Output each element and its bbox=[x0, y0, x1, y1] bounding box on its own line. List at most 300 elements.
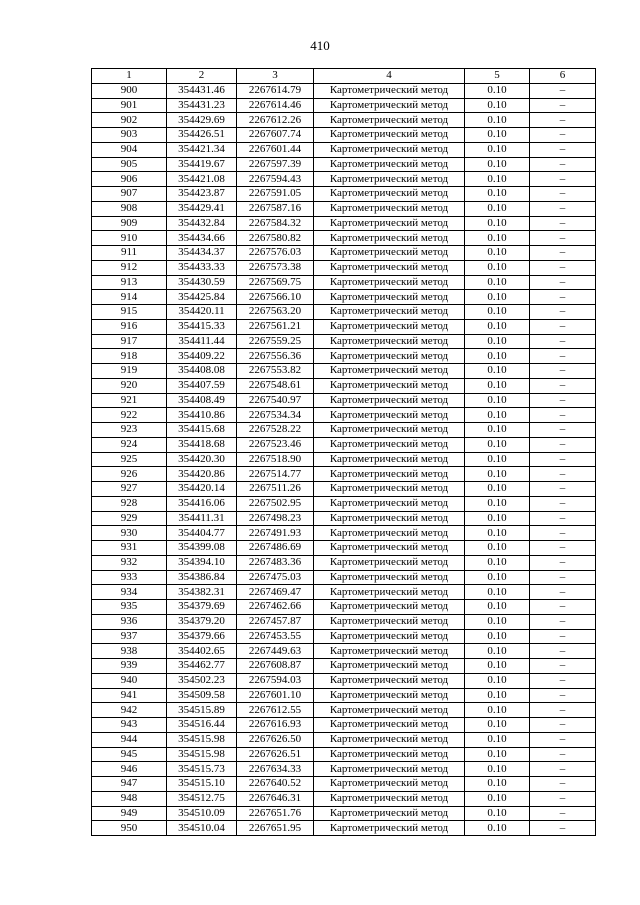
point-number-cell: 947 bbox=[92, 777, 167, 792]
note-cell: – bbox=[530, 511, 596, 526]
note-cell: – bbox=[530, 585, 596, 600]
accuracy-cell: 0.10 bbox=[465, 585, 530, 600]
point-number-cell: 910 bbox=[92, 231, 167, 246]
note-cell: – bbox=[530, 319, 596, 334]
point-number-cell: 911 bbox=[92, 246, 167, 261]
point-number-cell: 930 bbox=[92, 526, 167, 541]
accuracy-cell: 0.10 bbox=[465, 791, 530, 806]
note-cell: – bbox=[530, 541, 596, 556]
point-number-cell: 914 bbox=[92, 290, 167, 305]
note-cell: – bbox=[530, 231, 596, 246]
note-cell: – bbox=[530, 187, 596, 202]
y-coordinate-cell: 2267601.44 bbox=[237, 142, 314, 157]
point-number-cell: 920 bbox=[92, 378, 167, 393]
y-coordinate-cell: 2267614.79 bbox=[237, 83, 314, 98]
note-cell: – bbox=[530, 216, 596, 231]
column-header: 2 bbox=[167, 69, 237, 84]
x-coordinate-cell: 354429.69 bbox=[167, 113, 237, 128]
method-cell: Картометрический метод bbox=[314, 201, 465, 216]
table-row bbox=[92, 821, 596, 836]
y-coordinate-cell: 2267561.21 bbox=[237, 319, 314, 334]
note-cell: – bbox=[530, 172, 596, 187]
y-coordinate-cell: 2267612.26 bbox=[237, 113, 314, 128]
table-row bbox=[92, 319, 596, 334]
method-cell: Картометрический метод bbox=[314, 349, 465, 364]
y-coordinate-cell: 2267559.25 bbox=[237, 334, 314, 349]
method-cell: Картометрический метод bbox=[314, 718, 465, 733]
accuracy-cell: 0.10 bbox=[465, 732, 530, 747]
method-cell: Картометрический метод bbox=[314, 319, 465, 334]
method-cell: Картометрический метод bbox=[314, 128, 465, 143]
accuracy-cell: 0.10 bbox=[465, 437, 530, 452]
x-coordinate-cell: 354408.49 bbox=[167, 393, 237, 408]
table-row bbox=[92, 732, 596, 747]
x-coordinate-cell: 354420.11 bbox=[167, 305, 237, 320]
accuracy-cell: 0.10 bbox=[465, 600, 530, 615]
method-cell: Картометрический метод bbox=[314, 437, 465, 452]
table-row bbox=[92, 378, 596, 393]
note-cell: – bbox=[530, 806, 596, 821]
x-coordinate-cell: 354386.84 bbox=[167, 570, 237, 585]
x-coordinate-cell: 354420.86 bbox=[167, 467, 237, 482]
x-coordinate-cell: 354382.31 bbox=[167, 585, 237, 600]
x-coordinate-cell: 354410.86 bbox=[167, 408, 237, 423]
x-coordinate-cell: 354516.44 bbox=[167, 718, 237, 733]
column-header: 4 bbox=[314, 69, 465, 84]
y-coordinate-cell: 2267498.23 bbox=[237, 511, 314, 526]
x-coordinate-cell: 354379.20 bbox=[167, 614, 237, 629]
accuracy-cell: 0.10 bbox=[465, 526, 530, 541]
accuracy-cell: 0.10 bbox=[465, 555, 530, 570]
point-number-cell: 936 bbox=[92, 614, 167, 629]
y-coordinate-cell: 2267626.50 bbox=[237, 732, 314, 747]
note-cell: – bbox=[530, 201, 596, 216]
y-coordinate-cell: 2267573.38 bbox=[237, 260, 314, 275]
table-row bbox=[92, 423, 596, 438]
method-cell: Картометрический метод bbox=[314, 673, 465, 688]
point-number-cell: 907 bbox=[92, 187, 167, 202]
y-coordinate-cell: 2267608.87 bbox=[237, 659, 314, 674]
table-row bbox=[92, 629, 596, 644]
point-number-cell: 905 bbox=[92, 157, 167, 172]
point-number-cell: 922 bbox=[92, 408, 167, 423]
note-cell: – bbox=[530, 659, 596, 674]
y-coordinate-cell: 2267612.55 bbox=[237, 703, 314, 718]
table-row bbox=[92, 260, 596, 275]
point-number-cell: 909 bbox=[92, 216, 167, 231]
point-number-cell: 916 bbox=[92, 319, 167, 334]
point-number-cell: 946 bbox=[92, 762, 167, 777]
x-coordinate-cell: 354402.65 bbox=[167, 644, 237, 659]
point-number-cell: 923 bbox=[92, 423, 167, 438]
x-coordinate-cell: 354509.58 bbox=[167, 688, 237, 703]
point-number-cell: 950 bbox=[92, 821, 167, 836]
accuracy-cell: 0.10 bbox=[465, 246, 530, 261]
method-cell: Картометрический метод bbox=[314, 585, 465, 600]
table-row bbox=[92, 467, 596, 482]
point-number-cell: 925 bbox=[92, 452, 167, 467]
x-coordinate-cell: 354415.33 bbox=[167, 319, 237, 334]
page-number: 410 bbox=[310, 38, 330, 53]
method-cell: Картометрический метод bbox=[314, 172, 465, 187]
note-cell: – bbox=[530, 718, 596, 733]
point-number-cell: 927 bbox=[92, 482, 167, 497]
x-coordinate-cell: 354432.84 bbox=[167, 216, 237, 231]
x-coordinate-cell: 354434.37 bbox=[167, 246, 237, 261]
method-cell: Картометрический метод bbox=[314, 496, 465, 511]
accuracy-cell: 0.10 bbox=[465, 718, 530, 733]
note-cell: – bbox=[530, 732, 596, 747]
accuracy-cell: 0.10 bbox=[465, 201, 530, 216]
method-cell: Картометрический метод bbox=[314, 688, 465, 703]
x-coordinate-cell: 354394.10 bbox=[167, 555, 237, 570]
x-coordinate-cell: 354411.44 bbox=[167, 334, 237, 349]
accuracy-cell: 0.10 bbox=[465, 673, 530, 688]
accuracy-cell: 0.10 bbox=[465, 113, 530, 128]
x-coordinate-cell: 354430.59 bbox=[167, 275, 237, 290]
x-coordinate-cell: 354515.10 bbox=[167, 777, 237, 792]
table-row bbox=[92, 334, 596, 349]
method-cell: Картометрический метод bbox=[314, 511, 465, 526]
x-coordinate-cell: 354420.14 bbox=[167, 482, 237, 497]
y-coordinate-cell: 2267518.90 bbox=[237, 452, 314, 467]
note-cell: – bbox=[530, 113, 596, 128]
note-cell: – bbox=[530, 777, 596, 792]
table-row bbox=[92, 201, 596, 216]
table-row bbox=[92, 496, 596, 511]
y-coordinate-cell: 2267556.36 bbox=[237, 349, 314, 364]
note-cell: – bbox=[530, 791, 596, 806]
y-coordinate-cell: 2267514.77 bbox=[237, 467, 314, 482]
accuracy-cell: 0.10 bbox=[465, 452, 530, 467]
y-coordinate-cell: 2267553.82 bbox=[237, 364, 314, 379]
accuracy-cell: 0.10 bbox=[465, 762, 530, 777]
y-coordinate-cell: 2267591.05 bbox=[237, 187, 314, 202]
point-number-cell: 900 bbox=[92, 83, 167, 98]
accuracy-cell: 0.10 bbox=[465, 806, 530, 821]
y-coordinate-cell: 2267462.66 bbox=[237, 600, 314, 615]
accuracy-cell: 0.10 bbox=[465, 644, 530, 659]
table-row bbox=[92, 364, 596, 379]
y-coordinate-cell: 2267584.32 bbox=[237, 216, 314, 231]
table-row bbox=[92, 718, 596, 733]
table-row bbox=[92, 659, 596, 674]
accuracy-cell: 0.10 bbox=[465, 703, 530, 718]
note-cell: – bbox=[530, 526, 596, 541]
method-cell: Картометрический метод bbox=[314, 187, 465, 202]
table-row bbox=[92, 113, 596, 128]
point-number-cell: 931 bbox=[92, 541, 167, 556]
point-number-cell: 940 bbox=[92, 673, 167, 688]
table-row bbox=[92, 231, 596, 246]
method-cell: Картометрический метод bbox=[314, 142, 465, 157]
note-cell: – bbox=[530, 128, 596, 143]
y-coordinate-cell: 2267614.46 bbox=[237, 98, 314, 113]
x-coordinate-cell: 354379.69 bbox=[167, 600, 237, 615]
x-coordinate-cell: 354434.66 bbox=[167, 231, 237, 246]
y-coordinate-cell: 2267528.22 bbox=[237, 423, 314, 438]
note-cell: – bbox=[530, 408, 596, 423]
x-coordinate-cell: 354399.08 bbox=[167, 541, 237, 556]
method-cell: Картометрический метод bbox=[314, 821, 465, 836]
y-coordinate-cell: 2267491.93 bbox=[237, 526, 314, 541]
point-number-cell: 944 bbox=[92, 732, 167, 747]
method-cell: Картометрический метод bbox=[314, 467, 465, 482]
note-cell: – bbox=[530, 142, 596, 157]
point-number-cell: 943 bbox=[92, 718, 167, 733]
point-number-cell: 926 bbox=[92, 467, 167, 482]
table-row bbox=[92, 541, 596, 556]
note-cell: – bbox=[530, 644, 596, 659]
column-header: 1 bbox=[92, 69, 167, 84]
point-number-cell: 912 bbox=[92, 260, 167, 275]
note-cell: – bbox=[530, 703, 596, 718]
note-cell: – bbox=[530, 157, 596, 172]
note-cell: – bbox=[530, 334, 596, 349]
note-cell: – bbox=[530, 378, 596, 393]
point-number-cell: 908 bbox=[92, 201, 167, 216]
y-coordinate-cell: 2267576.03 bbox=[237, 246, 314, 261]
table-row bbox=[92, 246, 596, 261]
table-row bbox=[92, 172, 596, 187]
point-number-cell: 928 bbox=[92, 496, 167, 511]
accuracy-cell: 0.10 bbox=[465, 275, 530, 290]
method-cell: Картометрический метод bbox=[314, 83, 465, 98]
table-row bbox=[92, 688, 596, 703]
method-cell: Картометрический метод bbox=[314, 806, 465, 821]
method-cell: Картометрический метод bbox=[314, 246, 465, 261]
point-number-cell: 949 bbox=[92, 806, 167, 821]
point-number-cell: 939 bbox=[92, 659, 167, 674]
point-number-cell: 929 bbox=[92, 511, 167, 526]
x-coordinate-cell: 354510.04 bbox=[167, 821, 237, 836]
note-cell: – bbox=[530, 496, 596, 511]
x-coordinate-cell: 354510.09 bbox=[167, 806, 237, 821]
x-coordinate-cell: 354419.67 bbox=[167, 157, 237, 172]
note-cell: – bbox=[530, 393, 596, 408]
accuracy-cell: 0.10 bbox=[465, 334, 530, 349]
note-cell: – bbox=[530, 98, 596, 113]
point-number-cell: 941 bbox=[92, 688, 167, 703]
method-cell: Картометрический метод bbox=[314, 334, 465, 349]
accuracy-cell: 0.10 bbox=[465, 482, 530, 497]
x-coordinate-cell: 354462.77 bbox=[167, 659, 237, 674]
accuracy-cell: 0.10 bbox=[465, 659, 530, 674]
x-coordinate-cell: 354515.98 bbox=[167, 732, 237, 747]
table-row bbox=[92, 157, 596, 172]
x-coordinate-cell: 354433.33 bbox=[167, 260, 237, 275]
table-row bbox=[92, 482, 596, 497]
x-coordinate-cell: 354429.41 bbox=[167, 201, 237, 216]
x-coordinate-cell: 354512.75 bbox=[167, 791, 237, 806]
y-coordinate-cell: 2267548.61 bbox=[237, 378, 314, 393]
coordinates-table bbox=[91, 68, 596, 836]
point-number-cell: 903 bbox=[92, 128, 167, 143]
accuracy-cell: 0.10 bbox=[465, 570, 530, 585]
point-number-cell: 948 bbox=[92, 791, 167, 806]
x-coordinate-cell: 354423.87 bbox=[167, 187, 237, 202]
accuracy-cell: 0.10 bbox=[465, 98, 530, 113]
table-row bbox=[92, 777, 596, 792]
point-number-cell: 904 bbox=[92, 142, 167, 157]
note-cell: – bbox=[530, 260, 596, 275]
table-row bbox=[92, 437, 596, 452]
table-row bbox=[92, 128, 596, 143]
x-coordinate-cell: 354411.31 bbox=[167, 511, 237, 526]
y-coordinate-cell: 2267486.69 bbox=[237, 541, 314, 556]
column-header: 5 bbox=[465, 69, 530, 84]
x-coordinate-cell: 354404.77 bbox=[167, 526, 237, 541]
accuracy-cell: 0.10 bbox=[465, 614, 530, 629]
y-coordinate-cell: 2267587.16 bbox=[237, 201, 314, 216]
accuracy-cell: 0.10 bbox=[465, 496, 530, 511]
accuracy-cell: 0.10 bbox=[465, 511, 530, 526]
y-coordinate-cell: 2267646.31 bbox=[237, 791, 314, 806]
x-coordinate-cell: 354418.68 bbox=[167, 437, 237, 452]
note-cell: – bbox=[530, 452, 596, 467]
accuracy-cell: 0.10 bbox=[465, 216, 530, 231]
accuracy-cell: 0.10 bbox=[465, 821, 530, 836]
y-coordinate-cell: 2267449.63 bbox=[237, 644, 314, 659]
accuracy-cell: 0.10 bbox=[465, 231, 530, 246]
point-number-cell: 935 bbox=[92, 600, 167, 615]
point-number-cell: 934 bbox=[92, 585, 167, 600]
x-coordinate-cell: 354409.22 bbox=[167, 349, 237, 364]
y-coordinate-cell: 2267651.95 bbox=[237, 821, 314, 836]
x-coordinate-cell: 354407.59 bbox=[167, 378, 237, 393]
method-cell: Картометрический метод bbox=[314, 378, 465, 393]
accuracy-cell: 0.10 bbox=[465, 688, 530, 703]
method-cell: Картометрический метод bbox=[314, 659, 465, 674]
accuracy-cell: 0.10 bbox=[465, 364, 530, 379]
note-cell: – bbox=[530, 570, 596, 585]
note-cell: – bbox=[530, 629, 596, 644]
table-row bbox=[92, 762, 596, 777]
method-cell: Картометрический метод bbox=[314, 541, 465, 556]
y-coordinate-cell: 2267616.93 bbox=[237, 718, 314, 733]
method-cell: Картометрический метод bbox=[314, 393, 465, 408]
note-cell: – bbox=[530, 762, 596, 777]
y-coordinate-cell: 2267511.26 bbox=[237, 482, 314, 497]
table-row bbox=[92, 452, 596, 467]
method-cell: Картометрический метод bbox=[314, 275, 465, 290]
method-cell: Картометрический метод bbox=[314, 290, 465, 305]
note-cell: – bbox=[530, 290, 596, 305]
x-coordinate-cell: 354379.66 bbox=[167, 629, 237, 644]
y-coordinate-cell: 2267634.33 bbox=[237, 762, 314, 777]
point-number-cell: 906 bbox=[92, 172, 167, 187]
method-cell: Картометрический метод bbox=[314, 555, 465, 570]
accuracy-cell: 0.10 bbox=[465, 319, 530, 334]
method-cell: Картометрический метод bbox=[314, 408, 465, 423]
note-cell: – bbox=[530, 482, 596, 497]
accuracy-cell: 0.10 bbox=[465, 260, 530, 275]
accuracy-cell: 0.10 bbox=[465, 777, 530, 792]
accuracy-cell: 0.10 bbox=[465, 747, 530, 762]
method-cell: Картометрический метод bbox=[314, 526, 465, 541]
note-cell: – bbox=[530, 467, 596, 482]
y-coordinate-cell: 2267523.46 bbox=[237, 437, 314, 452]
table-row bbox=[92, 614, 596, 629]
point-number-cell: 901 bbox=[92, 98, 167, 113]
y-coordinate-cell: 2267594.03 bbox=[237, 673, 314, 688]
y-coordinate-cell: 2267540.97 bbox=[237, 393, 314, 408]
method-cell: Картометрический метод bbox=[314, 231, 465, 246]
table-header-row bbox=[92, 69, 596, 84]
y-coordinate-cell: 2267475.03 bbox=[237, 570, 314, 585]
x-coordinate-cell: 354416.06 bbox=[167, 496, 237, 511]
x-coordinate-cell: 354515.98 bbox=[167, 747, 237, 762]
method-cell: Картометрический метод bbox=[314, 452, 465, 467]
point-number-cell: 913 bbox=[92, 275, 167, 290]
note-cell: – bbox=[530, 688, 596, 703]
method-cell: Картометрический метод bbox=[314, 762, 465, 777]
note-cell: – bbox=[530, 821, 596, 836]
point-number-cell: 932 bbox=[92, 555, 167, 570]
x-coordinate-cell: 354421.08 bbox=[167, 172, 237, 187]
y-coordinate-cell: 2267563.20 bbox=[237, 305, 314, 320]
table-row bbox=[92, 187, 596, 202]
table-row bbox=[92, 600, 596, 615]
x-coordinate-cell: 354425.84 bbox=[167, 290, 237, 305]
method-cell: Картометрический метод bbox=[314, 305, 465, 320]
table-row bbox=[92, 511, 596, 526]
x-coordinate-cell: 354431.23 bbox=[167, 98, 237, 113]
method-cell: Картометрический метод bbox=[314, 629, 465, 644]
method-cell: Картометрический метод bbox=[314, 423, 465, 438]
method-cell: Картометрический метод bbox=[314, 482, 465, 497]
method-cell: Картометрический метод bbox=[314, 113, 465, 128]
accuracy-cell: 0.10 bbox=[465, 541, 530, 556]
note-cell: – bbox=[530, 305, 596, 320]
point-number-cell: 921 bbox=[92, 393, 167, 408]
note-cell: – bbox=[530, 600, 596, 615]
accuracy-cell: 0.10 bbox=[465, 393, 530, 408]
note-cell: – bbox=[530, 364, 596, 379]
table-row bbox=[92, 305, 596, 320]
point-number-cell: 924 bbox=[92, 437, 167, 452]
point-number-cell: 902 bbox=[92, 113, 167, 128]
table-row bbox=[92, 216, 596, 231]
note-cell: – bbox=[530, 275, 596, 290]
point-number-cell: 919 bbox=[92, 364, 167, 379]
table-row bbox=[92, 585, 596, 600]
table-row bbox=[92, 703, 596, 718]
x-coordinate-cell: 354421.34 bbox=[167, 142, 237, 157]
table-row bbox=[92, 290, 596, 305]
x-coordinate-cell: 354431.46 bbox=[167, 83, 237, 98]
accuracy-cell: 0.10 bbox=[465, 305, 530, 320]
y-coordinate-cell: 2267601.10 bbox=[237, 688, 314, 703]
accuracy-cell: 0.10 bbox=[465, 142, 530, 157]
y-coordinate-cell: 2267534.34 bbox=[237, 408, 314, 423]
method-cell: Картометрический метод bbox=[314, 570, 465, 585]
y-coordinate-cell: 2267483.36 bbox=[237, 555, 314, 570]
method-cell: Картометрический метод bbox=[314, 98, 465, 113]
y-coordinate-cell: 2267651.76 bbox=[237, 806, 314, 821]
table-row bbox=[92, 526, 596, 541]
note-cell: – bbox=[530, 349, 596, 364]
x-coordinate-cell: 354502.23 bbox=[167, 673, 237, 688]
y-coordinate-cell: 2267502.95 bbox=[237, 496, 314, 511]
note-cell: – bbox=[530, 437, 596, 452]
accuracy-cell: 0.10 bbox=[465, 423, 530, 438]
x-coordinate-cell: 354420.30 bbox=[167, 452, 237, 467]
method-cell: Картометрический метод bbox=[314, 732, 465, 747]
table-row bbox=[92, 349, 596, 364]
method-cell: Картометрический метод bbox=[314, 157, 465, 172]
table-row bbox=[92, 644, 596, 659]
